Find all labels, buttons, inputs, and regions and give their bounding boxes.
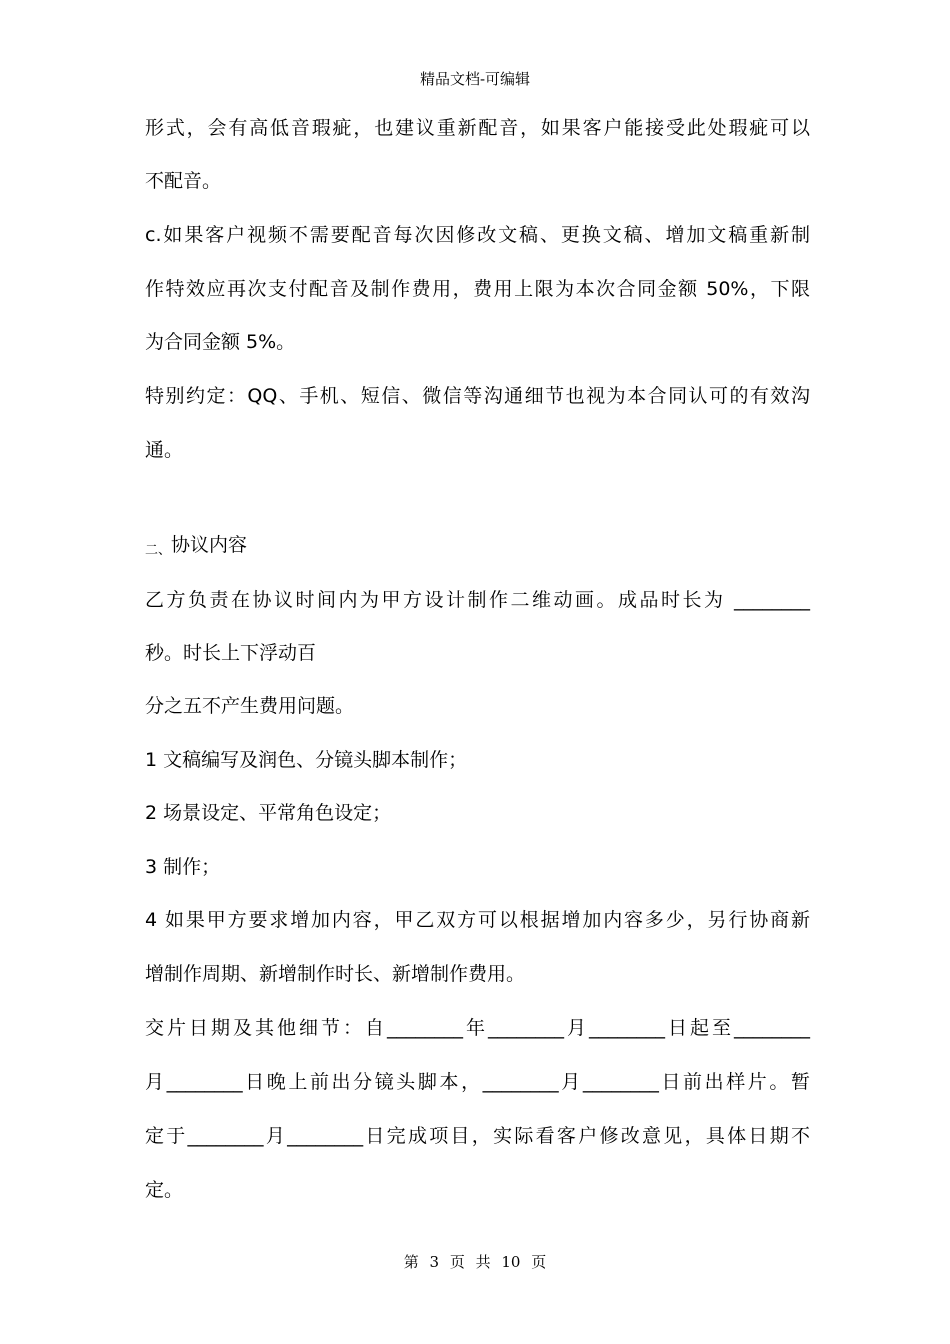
body-line-4: 作特效应再次支付配音及制作费用，费用上限为本次合同金额 50%，下限 bbox=[145, 278, 810, 300]
body-line-14: 定于________月________日完成项目，实际看客户修改意见，具体日期不 bbox=[145, 1125, 810, 1147]
body-line-15: 定。 bbox=[145, 1179, 184, 1201]
body-line-10: 分之五不产生费用问题。 bbox=[145, 695, 355, 717]
body-line-6: 特别约定：QQ、手机、短信、微信等沟通细节也视为本合同认可的有效沟 bbox=[145, 385, 810, 407]
page-header: 精品文档-可编辑 bbox=[419, 70, 531, 88]
body-line-13: 月________日晚上前出分镜头脚本，________月________日前出样片。暂 bbox=[145, 1071, 810, 1093]
list-item-2: 2 场景设定、平常角色设定； bbox=[145, 802, 392, 824]
section-number: 二、 bbox=[145, 543, 172, 558]
body-line-2: 不配音。 bbox=[145, 170, 222, 192]
body-line-11: 增制作周期、新增制作时长、新增制作费用。 bbox=[145, 963, 526, 985]
body-line-8: 乙方负责在协议时间内为甲方设计制作二维动画。成品时长为 ________ bbox=[145, 589, 810, 611]
list-item-1: 1 文稿编写及润色、分镜头脚本制作； bbox=[145, 749, 468, 771]
section-title: 协议内容 bbox=[171, 534, 248, 556]
body-line-12: 交片日期及其他细节：自________年________月________日起至________ bbox=[145, 1017, 810, 1039]
body-line-7: 通。 bbox=[145, 439, 184, 461]
list-item-3: 3 制作； bbox=[145, 856, 221, 878]
body-line-5: 为合同金额 5%。 bbox=[145, 331, 296, 353]
page-footer: 第 3 页 共 10 页 bbox=[403, 1253, 547, 1271]
body-line-3: c.如果客户视频不需要配音每次因修改文稿、更换文稿、增加文稿重新制 bbox=[145, 224, 810, 246]
section-heading bbox=[145, 532, 247, 564]
body-line-9: 秒。时长上下浮动百 bbox=[145, 642, 317, 664]
list-item-4: 4 如果甲方要求增加内容，甲乙双方可以根据增加内容多少，另行协商新 bbox=[145, 909, 810, 931]
body-line-1: 形式，会有高低音瑕疵，也建议重新配音，如果客户能接受此处瑕疵可以 bbox=[145, 117, 810, 139]
